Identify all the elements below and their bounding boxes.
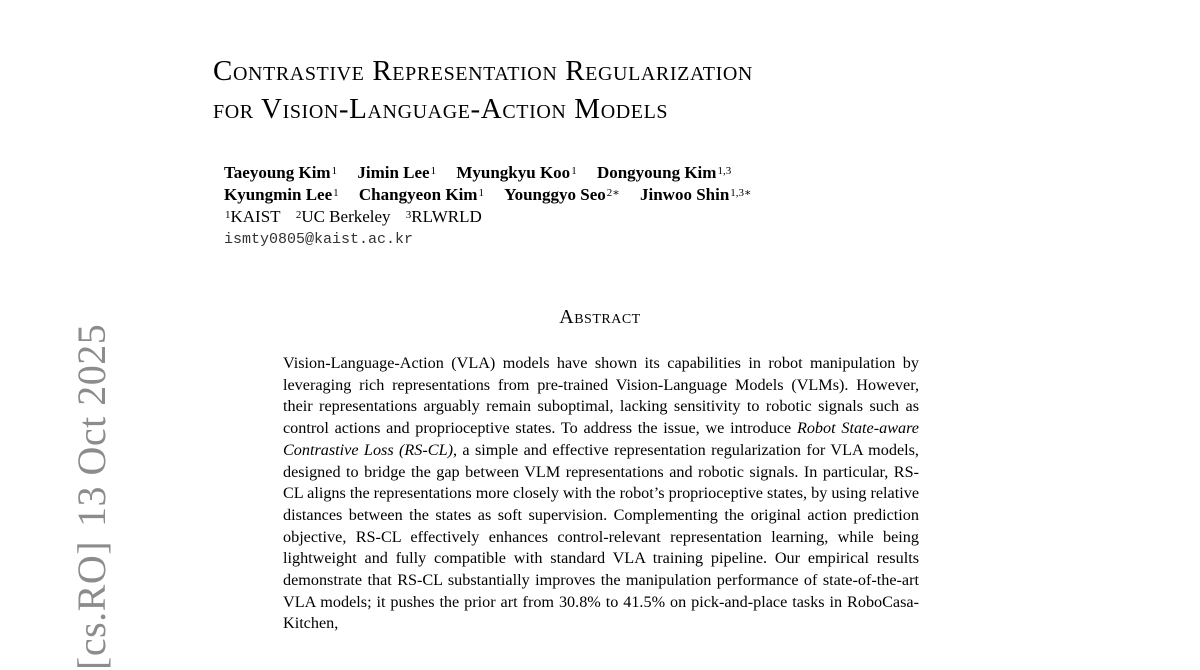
author: Younggyo Seo$^{2∗}$ (504, 185, 620, 204)
contact-email[interactable]: ismty0805@kaist.ac.kr (224, 231, 414, 248)
affiliation: $^3$RLWRLD (405, 207, 482, 226)
author: Jinwoo Shin$^{1,3∗}$ (640, 185, 752, 204)
author-row-1 (224, 162, 752, 184)
affiliation: $^1$KAIST (225, 207, 281, 226)
affiliation: $^2$UC Berkeley (295, 207, 391, 226)
author: Kyungmin Lee$^1$ (224, 185, 339, 204)
arxiv-date: 13 Oct 2025 (69, 323, 114, 527)
abstract-method-name: Robot State-aware Contrastive Loss (RS-CL) (283, 419, 919, 459)
abstract-heading: Abstract (559, 306, 641, 328)
author-row-2 (224, 184, 752, 206)
author: Jimin Lee$^1$ (357, 163, 437, 182)
author: Myungkyu Koo$^1$ (456, 163, 577, 182)
author-block (224, 162, 752, 251)
author: Taeyoung Kim$^1$ (224, 163, 338, 182)
author: Changyeon Kim$^1$ (358, 185, 484, 204)
author: Dongyoung Kim$^{1,3}$ (596, 163, 732, 182)
paper-title (213, 52, 753, 128)
affiliations (224, 206, 752, 228)
arxiv-category: [cs.RO] (69, 540, 114, 670)
arxiv-sidebar-stamp (22, 323, 114, 670)
paper-title-line-2: for Vision-Language-Action Models (213, 93, 669, 125)
paper-title-line-1: Contrastive Representation Regularization (213, 55, 753, 87)
abstract-text-part-1: Vision-Language-Action (VLA) models have shown its capabilities in robot manipulation by leveraging rich representations from pre-trained Vision-Language Models (VLMs). However, their representations arguably remain suboptimal, lacking sensitivity to robotic signals such as control actions and proprioceptive states. To address the issue, we introduce (283, 354, 919, 438)
abstract-text (283, 353, 919, 635)
abstract-text-part-2: , a simple and effective representation regularization for VLA models, designed to bridge the gap between VLM representations and robotic signals. In particular, RS-CL aligns the representations more closely with the robot’s proprioceptive states, by using relative distances between the states as soft supervision. Complementing the original action prediction objective, RS-CL effectively enhances control-relevant representation learning, while being lightweight and fully compatible with standard VLA training pipeline. Our empirical results demonstrate that RS-CL substantially improves the manipulation performance of state-of-the-art VLA models; it pushes the prior art from 30.8% to 41.5% on pick-and-place tasks in RoboCasa-Kitchen, (283, 440, 919, 633)
